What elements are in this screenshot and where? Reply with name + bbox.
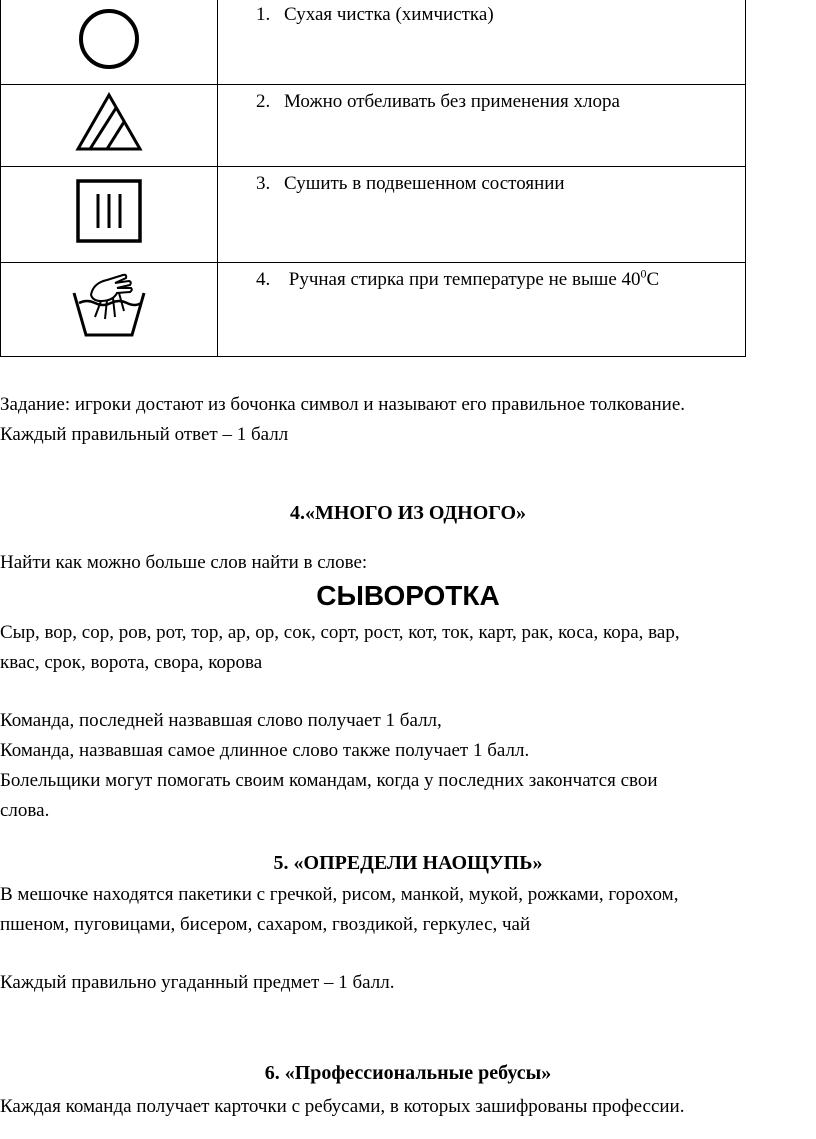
section-heading: 6. «Профессиональные ребусы» <box>264 1062 552 1084</box>
dry-cleaning-circle-icon <box>74 4 144 74</box>
instruction-text: Найти как можно больше слов найти в слове: <box>0 552 368 573</box>
item-text-suffix: С <box>646 268 660 290</box>
item-number: 1. <box>256 4 271 25</box>
section5-paragraph: В мешочке находятся пакетики с гречкой, рисом, манкой, мукой, рожками, горохом, пшеном, пуговицами, бисером, сахаром, гвоздикой, геркулес, чай <box>0 884 679 935</box>
line-dry-square-icon <box>74 178 144 244</box>
table-row <box>1 84 746 166</box>
section6-paragraph: Каждая команда получает карточки с ребусами, в которых зашифрованы профессии. <box>0 1096 685 1117</box>
section5-score: Каждый правильно угаданный предмет – 1 балл. <box>0 972 395 993</box>
item-number: 4. <box>256 268 271 290</box>
task-line: Задание: игроки достают из бочонка символ и называют его правильное толкование. <box>0 394 686 415</box>
section-heading: 5. «ОПРЕДЕЛИ НАОЩУПЬ» <box>273 852 543 874</box>
source-word: СЫВОРОТКА <box>316 580 500 611</box>
non-chlorine-bleach-triangle-icon <box>74 92 144 152</box>
item-text: Ручная стирка при температуре не выше 40 <box>284 268 641 290</box>
item-number: 3. <box>256 172 271 194</box>
rules-paragraph: Команда, последней назвавшая слово получает 1 балл, Команда, назвавшая самое длинное слово также получает 1 балл. Болельщики могут помогать своим командам, когда у последних закончатся свои слова. <box>0 710 658 821</box>
item-text: Можно отбеливать без применения хлора <box>284 90 620 112</box>
item-number: 2. <box>256 90 271 112</box>
item-text: Сухая чистка (химчистка) <box>284 4 494 25</box>
table-row <box>1 262 746 356</box>
hand-wash-basin-icon <box>71 271 147 341</box>
table-row <box>1 0 746 84</box>
table-row <box>1 166 746 262</box>
task-line: Каждый правильный ответ – 1 балл <box>0 424 289 445</box>
task-paragraph <box>0 390 816 450</box>
care-symbols-table <box>0 0 746 357</box>
section-heading: 4.«МНОГО ИЗ ОДНОГО» <box>289 502 527 524</box>
item-text: Сушить в подвешенном состоянии <box>284 172 565 194</box>
superscript: 0 <box>640 266 647 281</box>
answers-paragraph: Сыр, вор, сор, ров, рот, тор, ар, ор, сок, сорт, рост, кот, ток, карт, рак, коса, кора, вар, квас, срок, ворота, свора, корова <box>0 622 680 673</box>
